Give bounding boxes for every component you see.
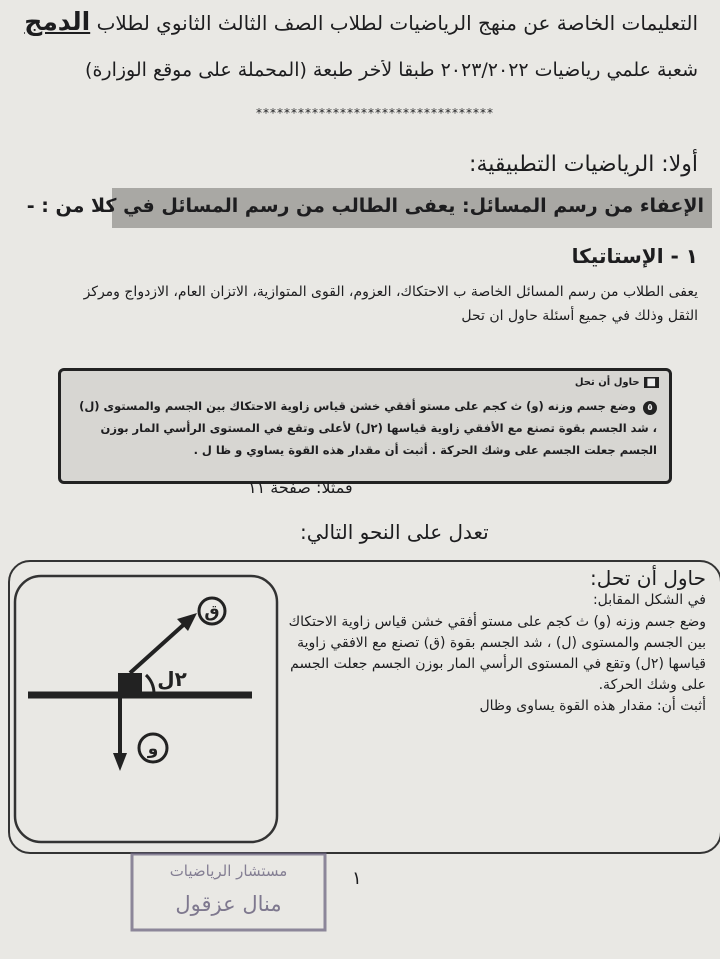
original-problem-tag [575, 377, 659, 388]
diagram-frame [15, 576, 277, 842]
signature-stamp [130, 852, 327, 932]
force-arrow [130, 619, 190, 673]
original-problem-text-block [71, 395, 657, 461]
modified-problem-statement: وضع جسم وزنه (و) ث كجم على مستو أفقي خشن قياس زاوية الاحتكاك بين الجسم والمستوى (ل) ، شد الجسم بقوة (ق) تصنع مع الافقي زاوية قياسها (٢ل) وتقع في المستوى الرأسي المار بوزن الجسم جعلت الجسم على وشك الحركة. [288, 614, 706, 693]
header-title-main: التعليمات الخاصة عن منهج الرياضيات لطلاب الصف الثالث الثانوي لطلاب [96, 11, 698, 35]
stamp-name: منال عزقول [175, 892, 282, 916]
modified-intro: تعدل على النحو التالي: [300, 520, 489, 544]
badge-icon: ■ [644, 377, 659, 388]
stamp-title: مستشار الرياضيات [169, 862, 288, 880]
exemption-banner-text: الإعفاء من رسم المسائل: يعفى الطالب من رسم المسائل في كلا من : - [26, 195, 704, 217]
force-label: ق [204, 602, 220, 622]
example-reference: فمثلا: صفحة ١١ [248, 478, 353, 497]
force-diagram [12, 573, 280, 845]
problem-number-badge: ٥ [643, 401, 657, 415]
modified-problem-subheading: في الشكل المقابل: [592, 592, 706, 608]
header-subtitle: شعبة علمي رياضيات ٢٠٢٣/٢٠٢٢ طبقا لأخر طبعة (المحملة على موقع الوزارة) [85, 60, 698, 81]
modified-problem-heading: حاول أن تحل: [590, 566, 706, 590]
body-block [118, 673, 142, 692]
page-number: ١ [352, 868, 362, 889]
header-title-accent: الدمج [24, 8, 91, 36]
original-problem-text: وضع جسم وزنه (و) ث كجم على مستو أفقي خشن قياس زاوية الاحتكاك بين الجسم والمستوى (ل) ، شد الجسم بقوة تصنع مع الأفقي زاوية قياسها (٢ل) لأعلى وتقع في المستوى الرأسي المار بوزن الجسم جعلت الجسم على وشك الحركة . أثبت أن مقدار هذه القوة يساوي و ظا ل . [79, 399, 657, 457]
modified-problem-prove: أثبت أن: مقدار هذه القوة يساوى وظال [479, 698, 706, 714]
angle-label: ٢ل [157, 667, 187, 691]
section-title: أولا: الرياضيات التطبيقية: [469, 152, 698, 177]
original-problem-tag-text: حاول أن تحل [574, 377, 640, 388]
exemption-banner [26, 188, 712, 228]
exemption-paragraph: يعفى الطلاب من رسم المسائل الخاصة ب الاحتكاك، العزوم، القوى المتوازية، الاتزان العام، الازدواج ومركز الثقل وذلك في جميع أسئلة حاول ان تحل [83, 284, 698, 324]
subsection-title: ١ - الإستاتيكا [571, 244, 698, 268]
weight-arrowhead-icon [113, 753, 127, 771]
modified-problem-text [286, 566, 706, 717]
header-divider-stars: ********************************** [256, 106, 494, 120]
weight-label: و [147, 739, 159, 759]
header-title-line [22, 8, 698, 36]
angle-arc [146, 675, 154, 693]
modified-problem-body [286, 612, 706, 717]
original-problem-box [58, 368, 672, 484]
